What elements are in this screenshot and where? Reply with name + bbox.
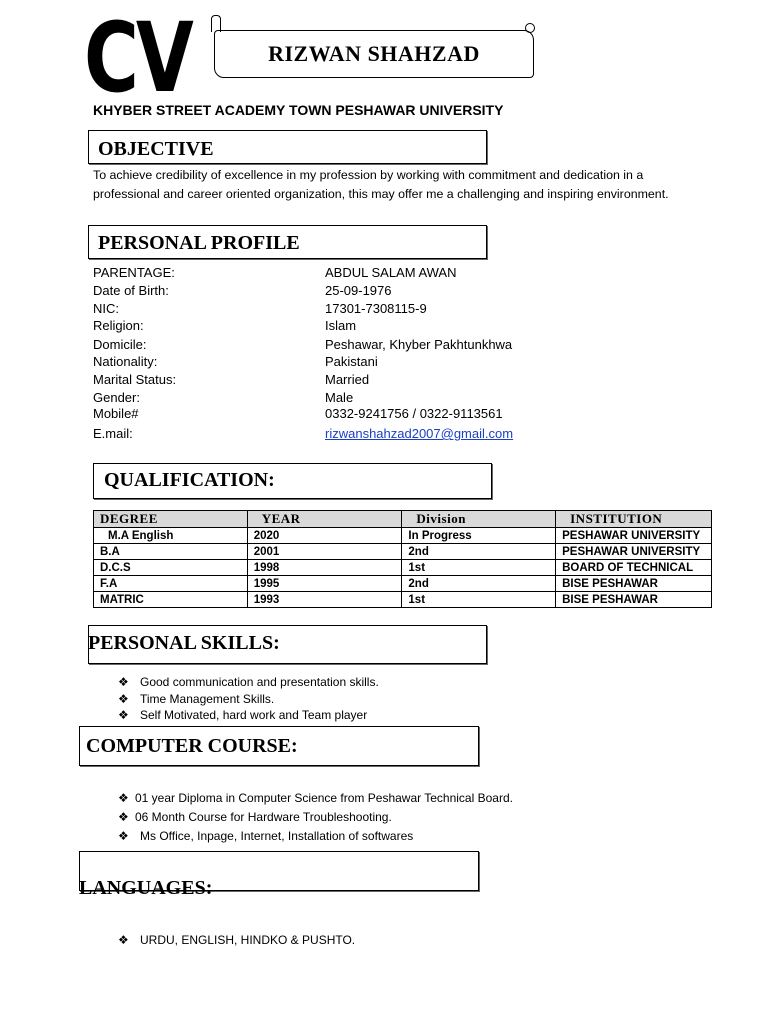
table-cell: 2020 [247, 528, 402, 544]
profile-label: NIC: [93, 301, 119, 316]
table-cell: PESHAWAR UNIVERSITY [556, 544, 712, 560]
table-row [94, 560, 712, 576]
profile-heading: PERSONAL PROFILE [98, 232, 300, 254]
table-cell: BOARD OF TECHNICAL [556, 560, 712, 576]
profile-label: Gender: [93, 390, 140, 405]
column-header: YEAR [247, 511, 402, 528]
profile-label: Date of Birth: [93, 283, 169, 298]
skills-heading: PERSONAL SKILLS: [88, 632, 280, 654]
list-item: ❖ Self Motivated, hard work and Team player [118, 708, 368, 722]
profile-label: Nationality: [93, 354, 158, 369]
profile-value: Married [325, 372, 370, 387]
table-row [94, 528, 712, 544]
diamond-bullet-icon: ❖ [118, 791, 129, 805]
qualification-table [93, 510, 712, 608]
table-cell: M.A English [94, 528, 248, 544]
table-row [94, 592, 712, 608]
table-cell: 2nd [402, 576, 556, 592]
diamond-bullet-icon: ❖ [118, 691, 129, 706]
objective-heading: OBJECTIVE [98, 138, 214, 160]
profile-value: 25-09-1976 [325, 283, 392, 298]
table-cell: 1st [402, 592, 556, 608]
qualification-heading: QUALIFICATION: [104, 469, 275, 491]
languages-list [118, 932, 355, 949]
profile-label: E.mail: [93, 426, 133, 441]
table-cell: 1995 [247, 576, 402, 592]
table-cell: 1998 [247, 560, 402, 576]
address: KHYBER STREET ACADEMY TOWN PESHAWAR UNIVERSITY [93, 102, 504, 118]
diamond-bullet-icon: ❖ [118, 933, 129, 947]
table-cell: B.A [94, 544, 248, 560]
list-item: ❖ Ms Office, Inpage, Internet, Installation of softwares [118, 827, 513, 846]
profile-label: PARENTAGE: [93, 265, 175, 280]
list-item: ❖ Good communication and presentation skills. [118, 675, 379, 689]
table-cell: In Progress [402, 528, 556, 544]
name-banner [214, 30, 534, 78]
profile-value: 0332-9241756 / 0322-9113561 [325, 406, 503, 421]
list-item: ❖ 06 Month Course for Hardware Troubleshooting. [118, 808, 513, 827]
table-cell: MATRIC [94, 592, 248, 608]
profile-label: Religion: [93, 318, 144, 333]
profile-value: Islam [325, 318, 357, 333]
column-header: Division [402, 511, 556, 528]
candidate-name: RIZWAN SHAHZAD [268, 41, 480, 66]
list-item: ❖ 01 year Diploma in Computer Science from Peshawar Technical Board. [118, 789, 513, 808]
table-cell: 2001 [247, 544, 402, 560]
table-cell: BISE PESHAWAR [556, 592, 712, 608]
objective-text: To achieve credibility of excellence in my profession by working with commitment and dedication in a professional and career oriented organization, this may offer me a challenging and inspiring environment. [93, 168, 669, 201]
table-header-row [94, 511, 712, 528]
computer-heading: COMPUTER COURSE: [86, 735, 298, 757]
diamond-bullet-icon: ❖ [118, 810, 129, 824]
list-item: ❖ URDU, ENGLISH, HINDKO & PUSHTO. [118, 933, 356, 947]
table-row [94, 544, 712, 560]
profile-value: Peshawar, Khyber Pakhtunkhwa [325, 337, 513, 352]
table-row [94, 576, 712, 592]
table-cell: BISE PESHAWAR [556, 576, 712, 592]
table-cell: PESHAWAR UNIVERSITY [556, 528, 712, 544]
cv-logo: CV [84, 2, 191, 114]
profile-label: Mobile# [93, 406, 139, 421]
skills-list [118, 674, 379, 724]
diamond-bullet-icon: ❖ [118, 708, 129, 722]
diamond-bullet-icon: ❖ [118, 675, 129, 689]
profile-value: Pakistani [325, 354, 378, 369]
table-cell: 1993 [247, 592, 402, 608]
profile-value: Male [325, 390, 354, 405]
profile-label: Marital Status: [93, 372, 177, 387]
list-item: ❖ Time Management Skills. [118, 691, 275, 706]
table-cell: F.A [94, 576, 248, 592]
column-header: DEGREE [94, 511, 248, 528]
table-cell: 1st [402, 560, 556, 576]
email-link[interactable]: rizwanshahzad2007@gmail.com [325, 426, 514, 441]
diamond-bullet-icon: ❖ [118, 829, 129, 843]
profile-value: ABDUL SALAM AWAN [325, 265, 457, 280]
table-cell: D.C.S [94, 560, 248, 576]
computer-course-list [118, 789, 513, 846]
languages-heading: LANGUAGES: [79, 877, 213, 899]
table-cell: 2nd [402, 544, 556, 560]
profile-label: Domicile: [93, 337, 147, 352]
column-header: INSTITUTION [556, 511, 712, 528]
profile-value: 17301-7308115-9 [325, 301, 427, 316]
